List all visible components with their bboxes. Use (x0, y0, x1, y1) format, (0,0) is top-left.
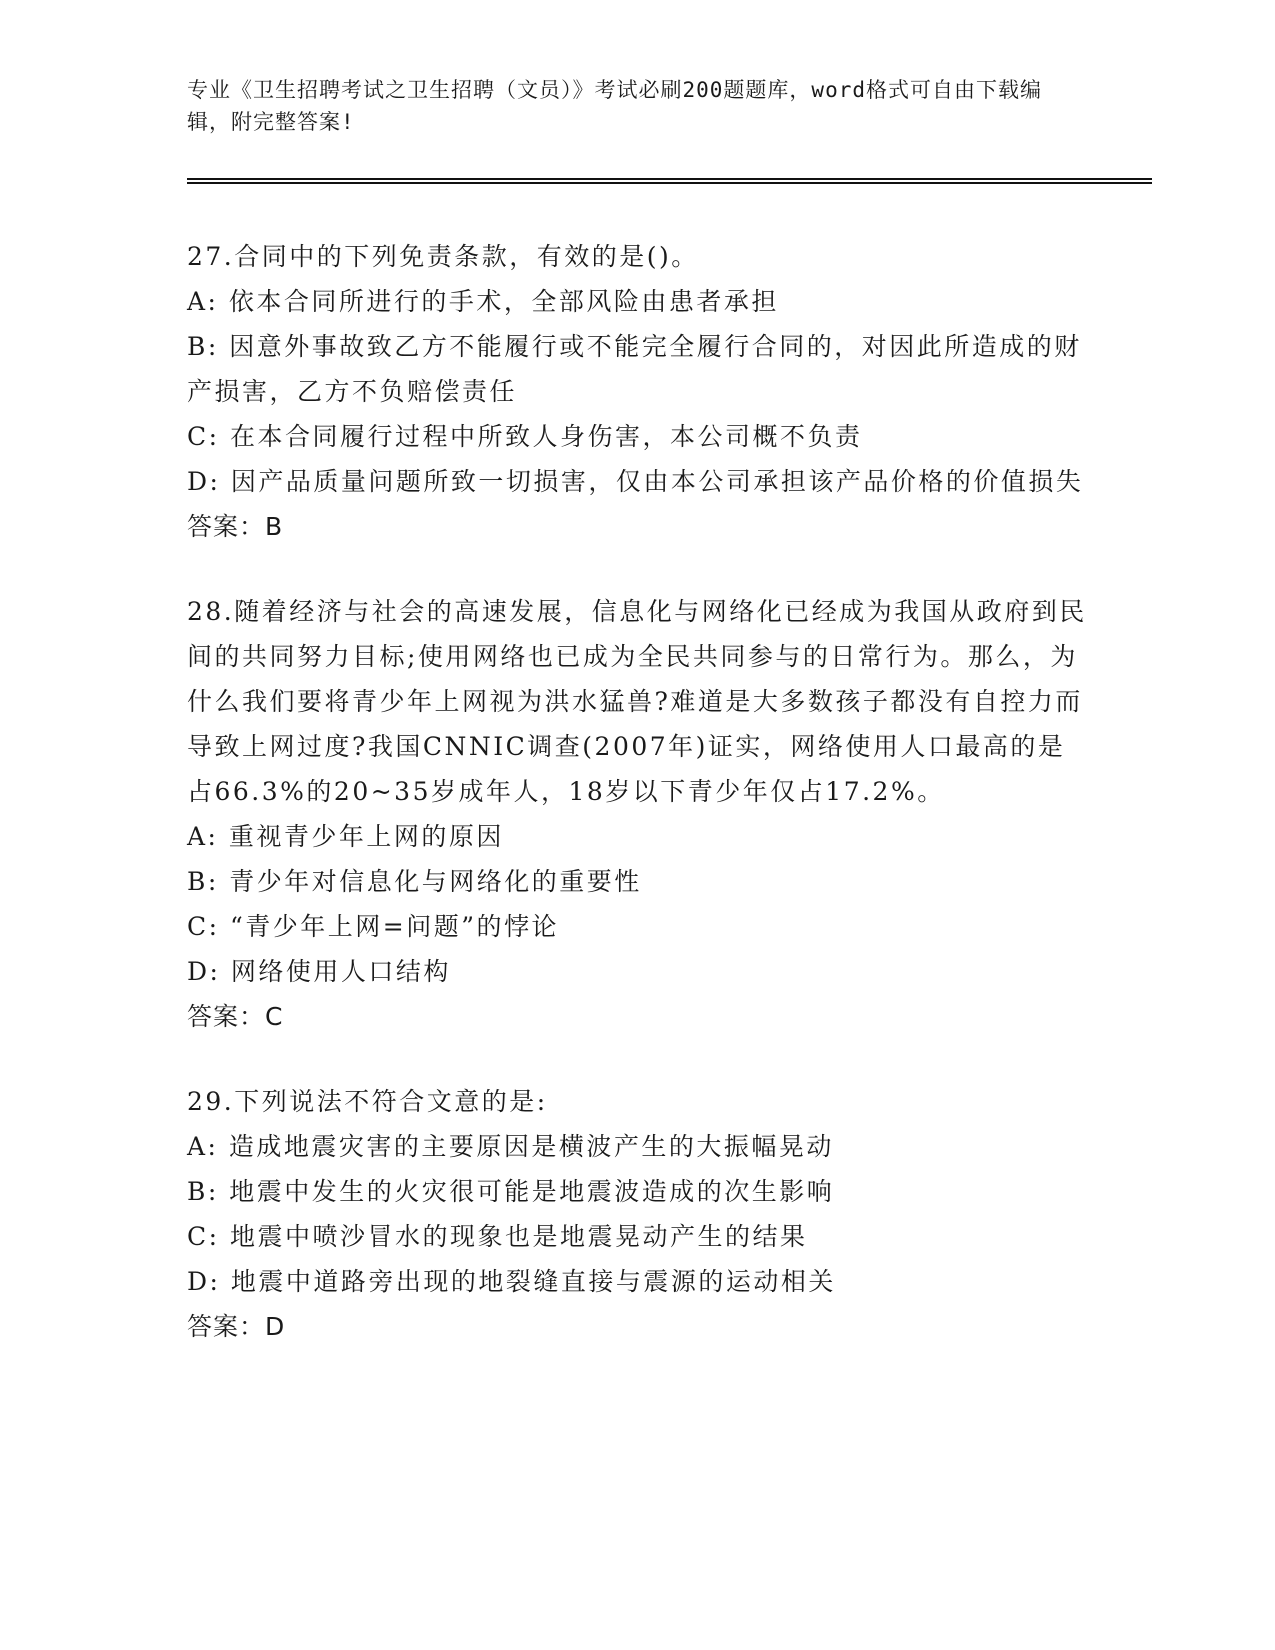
option-c: C: “青少年上网=问题”的悖论 (187, 912, 560, 941)
option-c: C: 在本合同履行过程中所致人身伤害，本公司概不负责 (187, 422, 863, 451)
option-d: D: 地震中道路旁出现的地裂缝直接与震源的运动相关 (187, 1267, 836, 1296)
option-b: B: 因意外事故致乙方不能履行或不能完全履行合同的，对因此所造成的财产损害，乙方不负赔偿责任 (187, 332, 1082, 406)
document-header: 专业《卫生招聘考试之卫生招聘（文员）》考试必刷200题题库，word格式可自由下载编辑，附完整答案! (187, 78, 1042, 134)
option-c: C: 地震中喷沙冒水的现象也是地震晃动产生的结果 (187, 1222, 808, 1251)
question-stem: 29.下列说法不符合文意的是: (187, 1087, 548, 1116)
option-a: A: 依本合同所进行的手术，全部风险由患者承担 (187, 287, 779, 316)
header-divider (187, 178, 1152, 184)
question-list (187, 234, 1087, 1389)
answer: 答案：C (187, 1002, 284, 1031)
answer: 答案：D (187, 1312, 286, 1341)
answer: 答案：B (187, 512, 284, 541)
option-d: D: 因产品质量问题所致一切损害，仅由本公司承担该产品价格的价值损失 (187, 467, 1084, 496)
question-stem: 28.随着经济与社会的高速发展，信息化与网络化已经成为我国从政府到民间的共同努力目标;使用网络也已成为全民共同参与的日常行为。那么，为什么我们要将青少年上网视为洪水猛兽?难道是大多数孩子都没有自控力而导致上网过度?我国CNNIC调查(2007年)证实，网络使用人口最高的是占66.3%的20~35岁成年人，18岁以下青少年仅占17.2%。 (187, 597, 1087, 806)
question-28 (187, 589, 1087, 1039)
question-29 (187, 1079, 1087, 1349)
question-27 (187, 234, 1087, 549)
option-b: B: 青少年对信息化与网络化的重要性 (187, 867, 642, 896)
option-a: A: 重视青少年上网的原因 (187, 822, 504, 851)
option-b: B: 地震中发生的火灾很可能是地震波造成的次生影响 (187, 1177, 835, 1206)
option-d: D: 网络使用人口结构 (187, 957, 451, 986)
option-a: A: 造成地震灾害的主要原因是横波产生的大振幅晃动 (187, 1132, 834, 1161)
question-stem: 27.合同中的下列免责条款，有效的是()。 (187, 242, 699, 271)
